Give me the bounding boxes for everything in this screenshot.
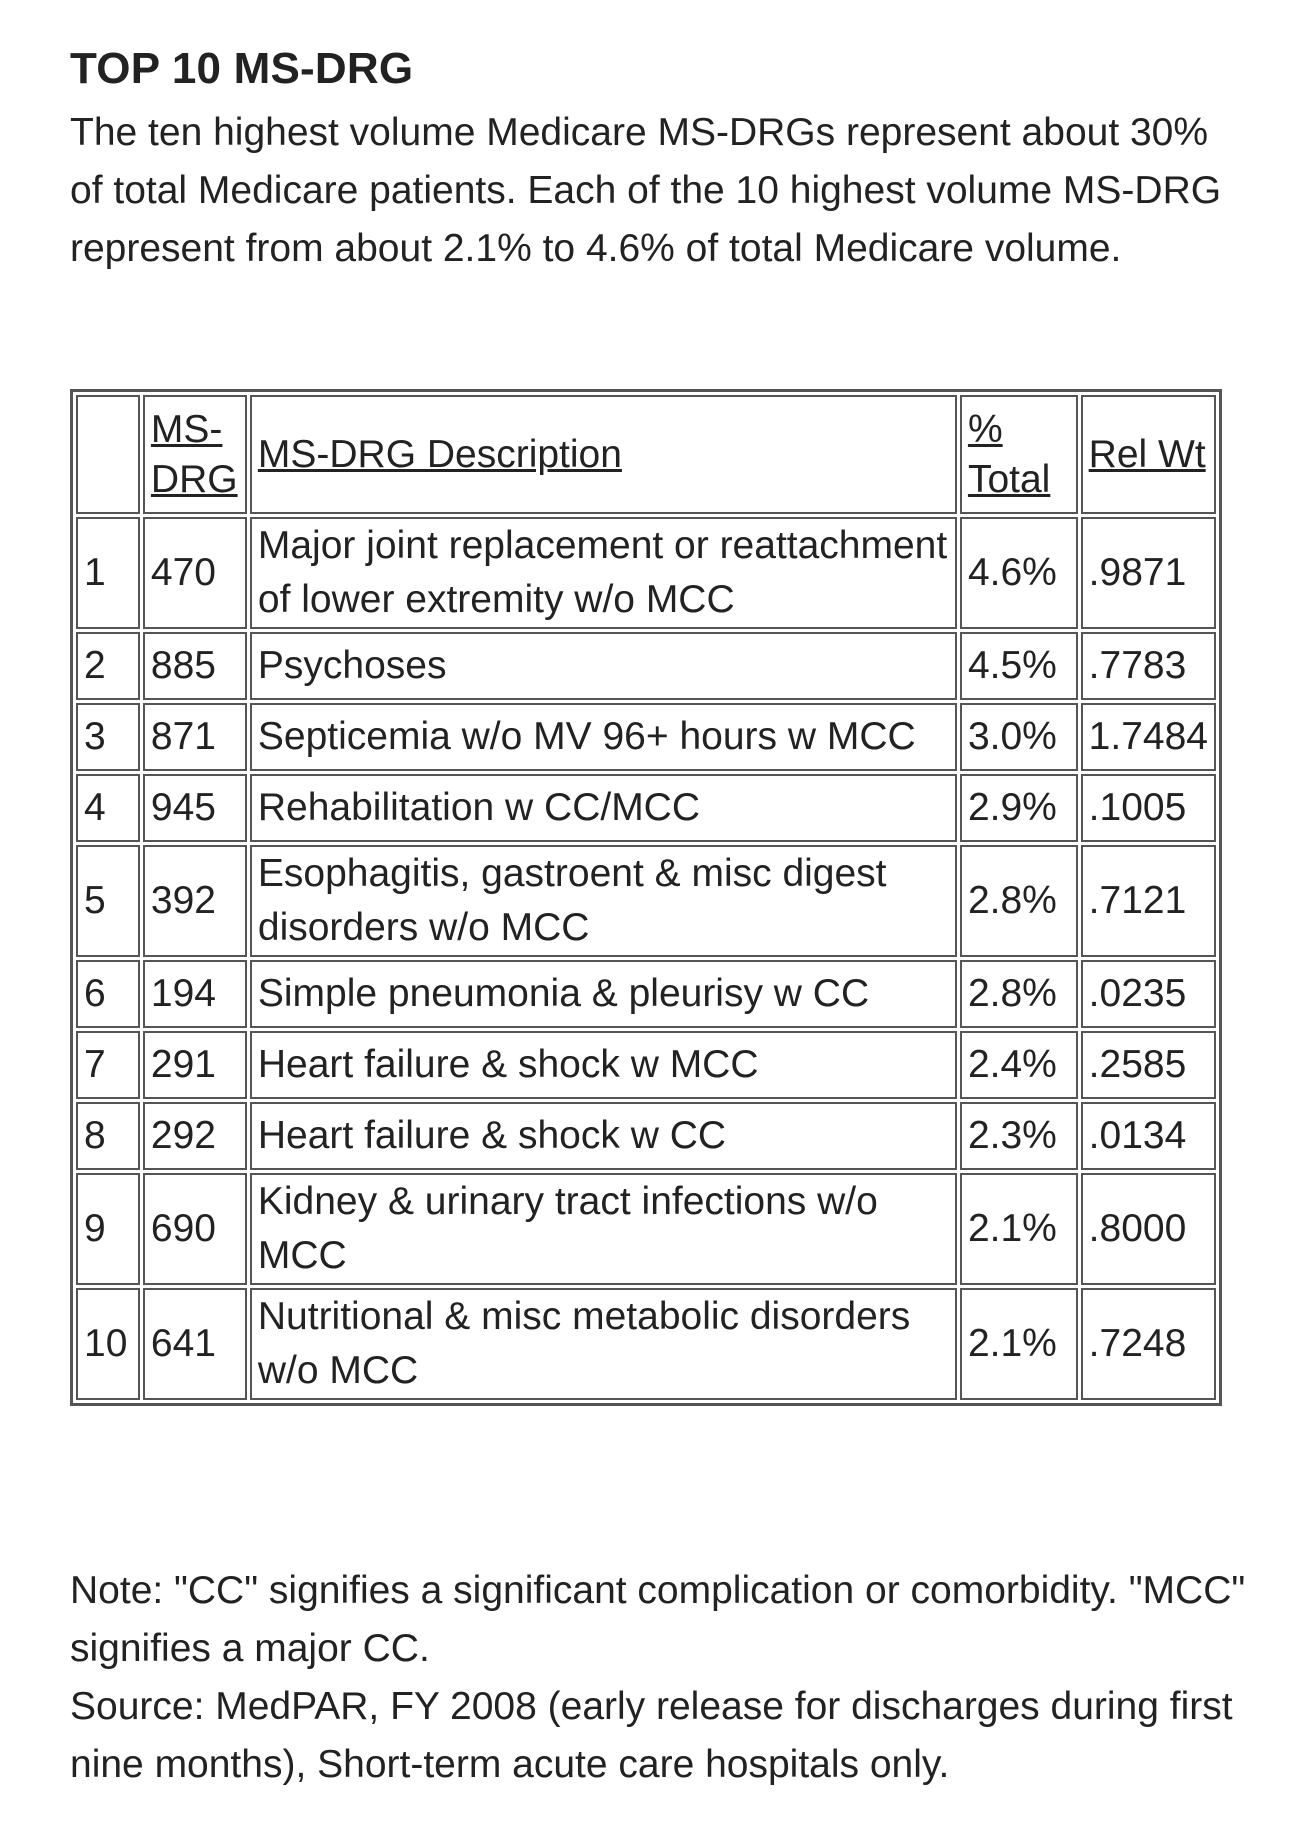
cell-rank: 3 bbox=[76, 703, 140, 771]
header-ms-drg[interactable] bbox=[143, 395, 247, 514]
cell-ms-drg: 690 bbox=[143, 1173, 247, 1285]
cell-ms-drg: 945 bbox=[143, 774, 247, 842]
note-text: Note: "CC" signifies a significant complication or comorbidity. "MCC" signifies a major CC. bbox=[70, 1569, 1246, 1670]
cell-rank: 1 bbox=[76, 517, 140, 629]
cell-rel-wt: .7248 bbox=[1081, 1288, 1216, 1400]
cell-description: Septicemia w/o MV 96+ hours w MCC bbox=[250, 703, 957, 771]
cell-rel-wt: 1.7484 bbox=[1081, 703, 1216, 771]
table-header-row bbox=[76, 395, 1216, 514]
cell-rank: 4 bbox=[76, 774, 140, 842]
cell-rel-wt: .1005 bbox=[1081, 774, 1216, 842]
cell-ms-drg: 885 bbox=[143, 632, 247, 700]
source-text: Source: MedPAR, FY 2008 (early release for discharges during first nine months), Short-term acute care hospitals only. bbox=[70, 1685, 1233, 1786]
header-rank bbox=[76, 395, 140, 514]
header-rel-wt[interactable] bbox=[1081, 395, 1216, 514]
table-row bbox=[76, 845, 1216, 957]
cell-rank: 9 bbox=[76, 1173, 140, 1285]
cell-ms-drg: 871 bbox=[143, 703, 247, 771]
header-description[interactable] bbox=[250, 395, 957, 514]
cell-description: Major joint replacement or reattachment of lower extremity w/o MCC bbox=[250, 517, 957, 629]
cell-rel-wt: .2585 bbox=[1081, 1031, 1216, 1099]
cell-pct-total: 2.4% bbox=[960, 1031, 1078, 1099]
cell-rank: 10 bbox=[76, 1288, 140, 1400]
cell-pct-total: 4.6% bbox=[960, 517, 1078, 629]
cell-description: Heart failure & shock w CC bbox=[250, 1102, 957, 1170]
cell-description: Heart failure & shock w MCC bbox=[250, 1031, 957, 1099]
cell-pct-total: 3.0% bbox=[960, 703, 1078, 771]
cell-rank: 8 bbox=[76, 1102, 140, 1170]
cell-rank: 7 bbox=[76, 1031, 140, 1099]
ms-drg-table bbox=[70, 389, 1222, 1406]
cell-pct-total: 2.9% bbox=[960, 774, 1078, 842]
table-row bbox=[76, 1102, 1216, 1170]
cell-pct-total: 2.8% bbox=[960, 845, 1078, 957]
cell-description: Esophagitis, gastroent & misc digest disorders w/o MCC bbox=[250, 845, 957, 957]
cell-ms-drg: 392 bbox=[143, 845, 247, 957]
cell-pct-total: 2.1% bbox=[960, 1288, 1078, 1400]
cell-ms-drg: 641 bbox=[143, 1288, 247, 1400]
table-row bbox=[76, 517, 1216, 629]
cell-rel-wt: .0134 bbox=[1081, 1102, 1216, 1170]
header-description-label[interactable]: MS-DRG Description bbox=[257, 432, 622, 476]
cell-pct-total: 4.5% bbox=[960, 632, 1078, 700]
table-row bbox=[76, 960, 1216, 1028]
cell-ms-drg: 291 bbox=[143, 1031, 247, 1099]
table-row bbox=[76, 774, 1216, 842]
cell-ms-drg: 194 bbox=[143, 960, 247, 1028]
cell-rank: 2 bbox=[76, 632, 140, 700]
cell-rel-wt: .7783 bbox=[1081, 632, 1216, 700]
cell-pct-total: 2.3% bbox=[960, 1102, 1078, 1170]
table-row bbox=[76, 1288, 1216, 1400]
intro-paragraph: The ten highest volume Medicare MS-DRGs represent about 30% of total Medicare patients. Each of the 10 highest volume MS-DRG represent from about 2.1% to 4.6% of total Medicare volume. bbox=[70, 111, 1222, 270]
cell-rel-wt: .8000 bbox=[1081, 1173, 1216, 1285]
cell-description: Kidney & urinary tract infections w/o MCC bbox=[250, 1173, 957, 1285]
cell-rel-wt: .9871 bbox=[1081, 517, 1216, 629]
cell-description: Nutritional & misc metabolic disorders w/o MCC bbox=[250, 1288, 957, 1400]
table-row bbox=[76, 1173, 1216, 1285]
header-rel-wt-label[interactable]: Rel Wt bbox=[1088, 432, 1206, 476]
table-notes bbox=[70, 1562, 1250, 1794]
table-row bbox=[76, 632, 1216, 700]
cell-rank: 6 bbox=[76, 960, 140, 1028]
table-body bbox=[76, 517, 1216, 1400]
cell-rank: 5 bbox=[76, 845, 140, 957]
cell-ms-drg: 292 bbox=[143, 1102, 247, 1170]
cell-description: Rehabilitation w CC/MCC bbox=[250, 774, 957, 842]
cell-ms-drg: 470 bbox=[143, 517, 247, 629]
header-ms-drg-label[interactable]: MS-DRG bbox=[150, 407, 238, 501]
cell-pct-total: 2.8% bbox=[960, 960, 1078, 1028]
cell-pct-total: 2.1% bbox=[960, 1173, 1078, 1285]
table-row bbox=[76, 1031, 1216, 1099]
cell-description: Psychoses bbox=[250, 632, 957, 700]
cell-description: Simple pneumonia & pleurisy w CC bbox=[250, 960, 957, 1028]
page-title: TOP 10 MS-DRG bbox=[70, 44, 414, 93]
header-pct-total[interactable] bbox=[960, 395, 1078, 514]
cell-rel-wt: .0235 bbox=[1081, 960, 1216, 1028]
cell-rel-wt: .7121 bbox=[1081, 845, 1216, 957]
table-row bbox=[76, 703, 1216, 771]
header-pct-total-label[interactable]: % Total bbox=[967, 407, 1051, 501]
